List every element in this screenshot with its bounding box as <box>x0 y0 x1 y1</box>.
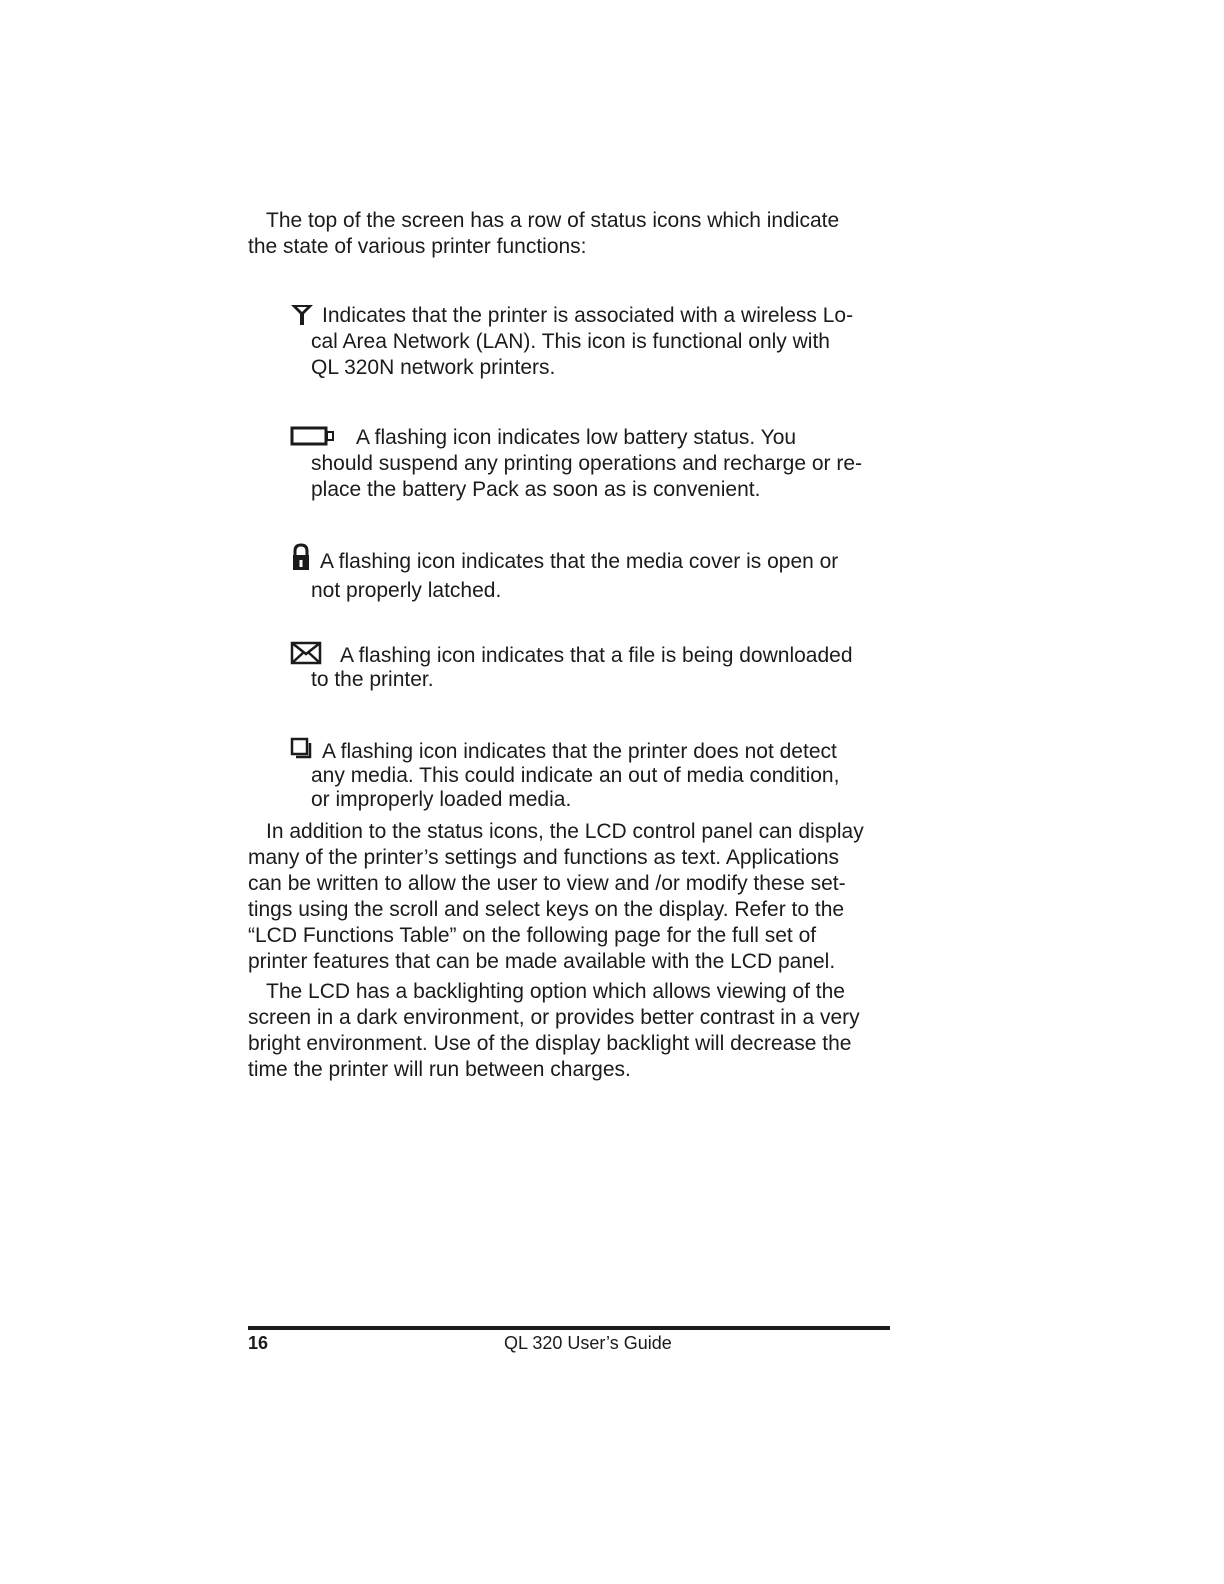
status-item-media <box>290 737 900 813</box>
body-line: The LCD has a backlighting option which allows viewing of the <box>266 980 845 1003</box>
status-item-text: to the printer. <box>311 668 434 691</box>
status-item-battery <box>290 425 900 503</box>
lock-icon <box>290 543 312 571</box>
body-line: many of the printer’s settings and functions as text. Applications <box>248 846 840 869</box>
body-line: screen in a dark environment, or provides better contrast in a very <box>248 1006 860 1029</box>
status-item-text: place the battery Pack as soon as is convenient. <box>311 478 761 501</box>
status-item-text: Indicates that the printer is associated with a wireless Lo- <box>322 304 854 327</box>
body-line: tings using the scroll and select keys on the display. Refer to the <box>248 898 845 921</box>
body-line: time the printer will run between charges. <box>248 1058 631 1081</box>
status-item-text: cal Area Network (LAN). This icon is functional only with <box>311 330 830 353</box>
body-line: can be written to allow the user to view and /or modify these set- <box>248 872 846 895</box>
envelope-icon <box>290 641 322 665</box>
status-item-text: any media. This could indicate an out of media condition, <box>311 764 840 787</box>
footer-title: QL 320 User’s Guide <box>504 1333 672 1353</box>
footer-rule <box>248 1326 890 1330</box>
page-number: 16 <box>248 1333 269 1353</box>
body-line: “LCD Functions Table” on the following page for the full set of <box>248 924 817 947</box>
status-item-text: QL 320N network printers. <box>311 356 556 379</box>
status-item-lock <box>290 543 900 606</box>
wireless-antenna-icon <box>290 303 314 325</box>
status-item-text: A flashing icon indicates low battery status. You <box>356 426 797 449</box>
body-paragraph-status <box>248 819 898 975</box>
no-media-icon <box>290 737 314 761</box>
body-line: printer features that can be made available with the LCD panel. <box>248 950 836 973</box>
status-item-text: A flashing icon indicates that a file is being downloaded <box>340 644 853 667</box>
status-item-text: or improperly loaded media. <box>311 788 572 811</box>
status-item-text: not properly latched. <box>311 579 502 602</box>
intro-paragraph <box>248 208 898 260</box>
status-item-wireless <box>290 303 900 381</box>
intro-line: The top of the screen has a row of status icons which indicate <box>266 209 840 232</box>
status-item-download <box>290 641 900 691</box>
body-line: In addition to the status icons, the LCD control panel can display <box>266 820 864 843</box>
battery-icon <box>290 425 336 447</box>
status-item-text: A flashing icon indicates that the media cover is open or <box>320 550 839 573</box>
body-line: bright environment. Use of the display backlight will decrease the <box>248 1032 852 1055</box>
status-item-text: A flashing icon indicates that the printer does not detect <box>322 740 837 763</box>
body-paragraph-backlight <box>248 979 898 1083</box>
intro-line: the state of various printer functions: <box>248 235 587 258</box>
status-item-text: should suspend any printing operations and recharge or re- <box>311 452 863 475</box>
